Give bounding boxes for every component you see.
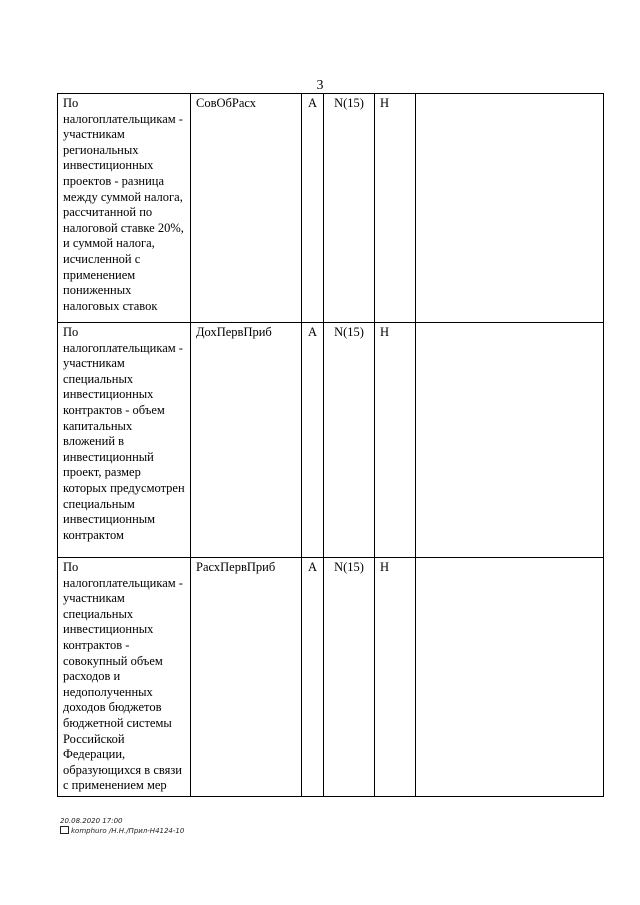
footer-file-path: komphuro /Н.Н./Прил-Н4124-10 (71, 827, 185, 835)
element-note (416, 94, 604, 323)
attributes-table (57, 93, 604, 797)
element-required: Н (375, 323, 416, 558)
element-format: N(15) (324, 323, 375, 558)
element-required: Н (375, 94, 416, 323)
table-row (58, 323, 604, 558)
element-note (416, 323, 604, 558)
element-format: N(15) (324, 558, 375, 797)
element-note (416, 558, 604, 797)
element-format: N(15) (324, 94, 375, 323)
document-footer (60, 816, 184, 836)
element-code: ДохПервПриб (191, 323, 302, 558)
table-row (58, 94, 604, 323)
element-type: А (302, 323, 324, 558)
footer-date: 20.08.2020 17:00 (60, 817, 123, 825)
element-description: По налогоплательщикам - участникам специальных инвестиционных контрактов - объем капитальных вложений в инвестиционный проект, размер которых предусмотрен специальным инвестиционным контрактом (58, 323, 191, 558)
document-icon (60, 826, 69, 834)
element-required: Н (375, 558, 416, 797)
element-type: А (302, 94, 324, 323)
element-description: По налогоплательщикам - участникам специальных инвестиционных контрактов - совокупный объем расходов и недополученных доходов бюджетов бюджетной системы Российской Федерации, образующихся в связи с применением мер (58, 558, 191, 797)
element-type: А (302, 558, 324, 797)
footer-file-line (60, 826, 184, 836)
element-code: РасхПервПриб (191, 558, 302, 797)
element-description: По налогоплательщикам - участникам региональных инвестиционных проектов - разница между суммой налога, рассчитанной по налоговой ставке 20%, и суммой налога, исчисленной с применением пониженных налоговых ставок (58, 94, 191, 323)
table-row (58, 558, 604, 797)
element-code: СовОбРасх (191, 94, 302, 323)
page-number: 3 (316, 78, 324, 93)
